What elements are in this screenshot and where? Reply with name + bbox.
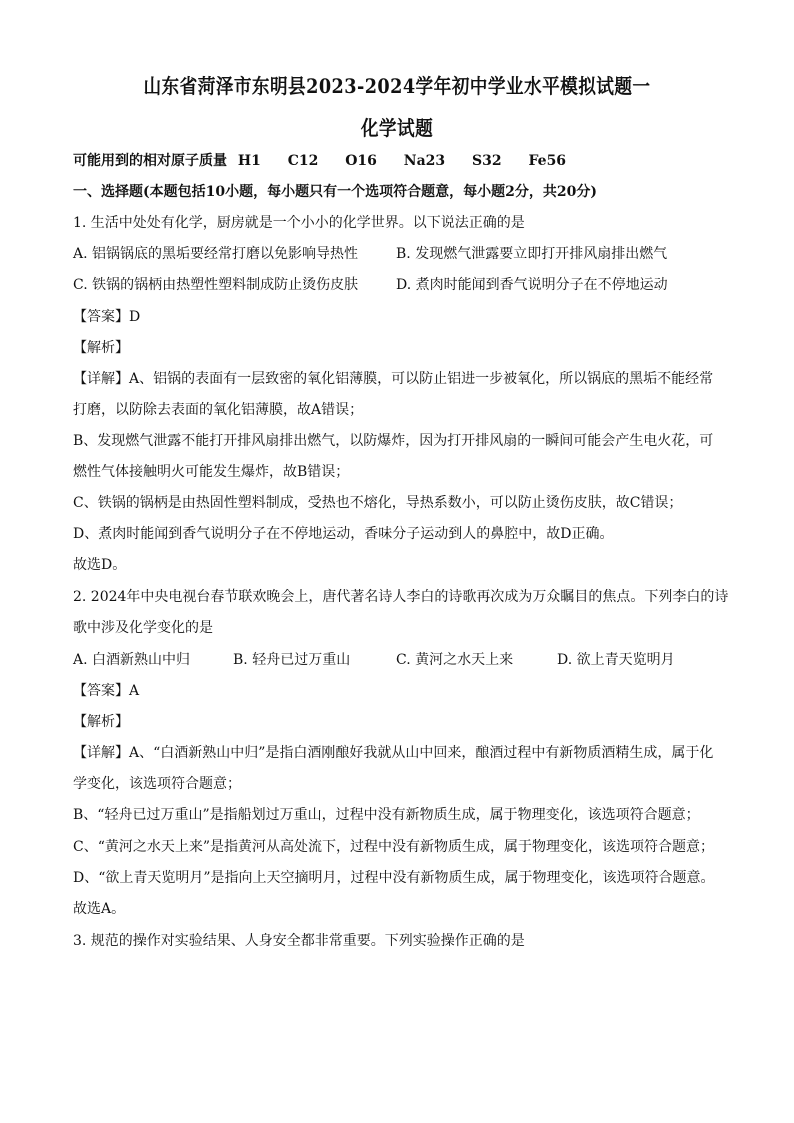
question-1-answer	[73, 308, 733, 326]
question-2-conclusion: 故选A。	[73, 901, 126, 917]
question-2-detail: B、“轻舟已过万重山”是指船划过万重山，过程中没有新物质生成，属于物理变化，该选项符合题意；	[73, 807, 700, 823]
question-1-option-c: C. 铁锅的锅柄由热塑性塑料制成防止烫伤皮肤	[73, 277, 359, 293]
question-2-stem: 歌中涉及化学变化的是	[73, 620, 213, 636]
question-1-option-b: B. 发现燃气泄露要立即打开排风扇排出燃气	[396, 246, 668, 262]
question-1-detail: D、煮肉时能闻到香气说明分子在不停地运动，香味分子运动到人的鼻腔中，故D正确。	[73, 526, 614, 542]
question-1-option-d: D. 煮肉时能闻到香气说明分子在不停地运动	[396, 277, 668, 293]
atomic-mass-item: Na23	[403, 153, 446, 169]
question-1-analysis-label: 【解析】	[73, 340, 129, 356]
atomic-mass-item: O16	[345, 153, 377, 169]
page-title: 山东省菏泽市东明县2023-2024学年初中学业水平模拟试题一	[143, 74, 651, 98]
question-1-stem: 1. 生活中处处有化学，厨房就是一个小小的化学世界。以下说法正确的是	[73, 215, 525, 231]
question-2-option-a: A. 白酒新熟山中归	[73, 652, 191, 668]
question-2-detail: 【详解】A、“白酒新熟山中归”是指白酒刚酿好我就从山中回来，酿酒过程中有新物质酒精生成，属于化	[73, 745, 714, 761]
atomic-mass-item: C12	[287, 153, 319, 169]
page-subtitle: 化学试题	[360, 116, 434, 140]
question-1-detail: 燃性气体接触明火可能发生爆炸，故B错误；	[73, 464, 350, 480]
question-2-option-c: C. 黄河之水天上来	[396, 652, 514, 668]
question-1-conclusion: 故选D。	[73, 557, 127, 573]
question-1-detail: C、铁锅的锅柄是由热固性塑料制成，受热也不熔化，导热系数小，可以防止烫伤皮肤，故C错误；	[73, 495, 683, 511]
atomic-mass-line	[73, 152, 733, 170]
question-3-stem: 3. 规范的操作对实验结果、人身安全都非常重要。下列实验操作正确的是	[73, 933, 525, 949]
question-1-detail: B、发现燃气泄露不能打开排风扇排出燃气，以防爆炸，因为打开排风扇的一瞬间可能会产生电火花，可	[73, 433, 714, 449]
question-2-answer	[73, 682, 733, 700]
question-1-detail: 打磨，以防除去表面的氧化铝薄膜，故A错误；	[73, 402, 364, 418]
atomic-mass-item: H1	[237, 153, 261, 169]
atomic-mass-item: Fe56	[528, 153, 567, 169]
question-1-option-a: A. 铝锅锅底的黑垢要经常打磨以免影响导热性	[73, 246, 359, 262]
answer-label: 【答案】	[73, 309, 129, 325]
section-heading: 一、选择题(本题包括10小题，每小题只有一个选项符合题意，每小题2分，共20分)	[73, 184, 597, 200]
answer-value: D	[129, 309, 141, 325]
question-2-option-d: D. 欲上青天览明月	[557, 652, 675, 668]
question-2-option-b: B. 轻舟已过万重山	[233, 652, 351, 668]
atomic-mass-label: 可能用到的相对原子质量	[73, 153, 227, 169]
answer-value: A	[129, 683, 140, 699]
question-2-detail: 学变化，该选项符合题意；	[73, 776, 241, 792]
answer-label: 【答案】	[73, 683, 129, 699]
question-2-detail: D、“欲上青天览明月”是指向上天空摘明月，过程中没有新物质生成，属于物理变化，该选项符合题意。	[73, 870, 715, 886]
question-2-analysis-label: 【解析】	[73, 714, 129, 730]
atomic-mass-item: S32	[472, 153, 502, 169]
question-2-stem: 2. 2024年中央电视台春节联欢晚会上，唐代著名诗人李白的诗歌再次成为万众瞩目的焦点。下列李白的诗	[73, 589, 729, 605]
question-2-detail: C、“黄河之水天上来”是指黄河从高处流下，过程中没有新物质生成，属于物理变化，该选项符合题意；	[73, 839, 715, 855]
question-1-detail: 【详解】A、铝锅的表面有一层致密的氧化铝薄膜，可以防止铝进一步被氧化，所以锅底的黑垢不能经常	[73, 371, 714, 387]
